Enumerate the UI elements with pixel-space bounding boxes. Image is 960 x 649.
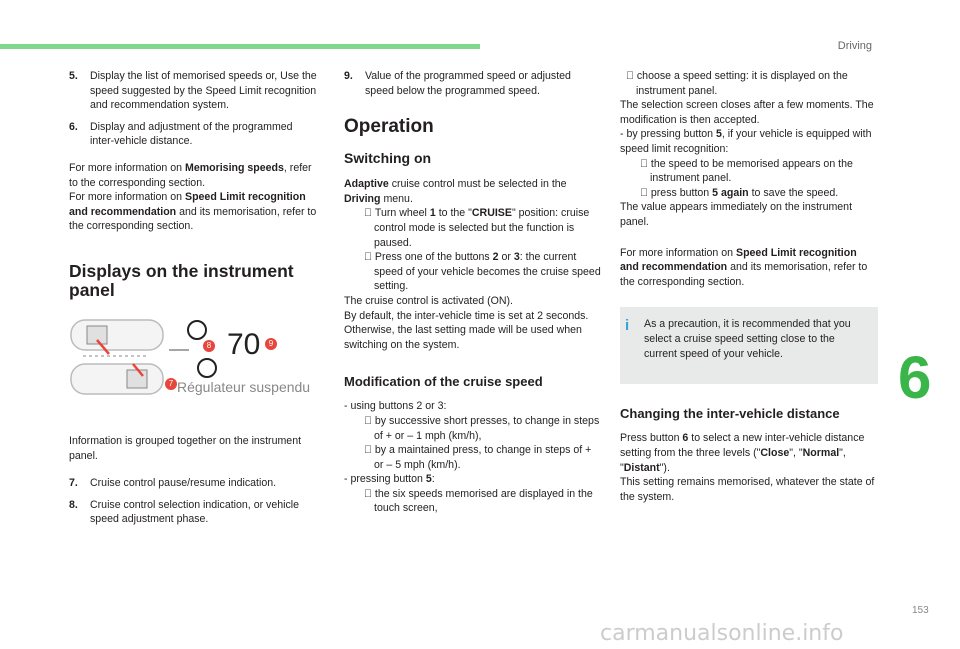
changing-text: Press button 6 to select a new inter-vehicle distance setting from the three levels ("Close", "Normal", "Distant"). This setting remains memorised, whatever the state of the system. [620, 432, 875, 503]
c3-line-4: the speed to be memorised appears on the instrument panel. [640, 157, 843, 185]
badge-9: 9 [265, 338, 277, 350]
heading-displays: Displays on the instrument panel [69, 260, 294, 300]
badge-8: 8 [203, 340, 215, 352]
section-title: Driving [837, 40, 872, 52]
column-3 [620, 69, 878, 504]
list-item-7: 7. Cruise control pause/resume indication. [69, 477, 277, 490]
c3-line-6: The value appears immediately on the instrument panel. [620, 201, 853, 228]
cruise-status-text: Régulateur suspendu [177, 378, 311, 395]
c3-line-5: press button 5 again to save the speed. [640, 186, 828, 199]
precaution-note [620, 307, 878, 384]
heading-switching-on: Switching on [344, 150, 432, 167]
info-icon: i [625, 317, 630, 335]
list-item-8: 8. Cruise control selection indication, or vehicle speed adjustment phase. [69, 498, 300, 526]
speed-value: 70 [227, 327, 261, 361]
heading-operation: Operation [344, 116, 434, 138]
more-info-memorising: For more information on Memorising speeds, refer to the corresponding section. For more information on Speed Limit recognition and recommendation and its memorisation, refer to the corresponding section. [69, 161, 317, 233]
heading-modification: Modification of the cruise speed [344, 374, 543, 390]
page-number: 153 [912, 605, 929, 616]
c3-line-2: The selection screen closes after a few moments. The modification is then accepted. [620, 99, 874, 126]
list-item-9: 9. Value of the programmed speed or adjusted speed below the programmed speed. [344, 70, 571, 97]
more-info-speed-limit: For more information on Speed Limit recognition and recommendation and its memorisation, refer to the corresponding section. [620, 246, 868, 288]
instrument-panel-figure [69, 316, 324, 406]
precaution-text: As a precaution, it is recommended that you select a cruise speed setting close to the current speed of your vehicle. [644, 318, 851, 360]
list-item-5: 5. Display the list of memorised speeds or, Use the speed suggested by the Speed Limit recognition and recommendation system. [69, 70, 317, 112]
c3-line-1: choose a speed setting: it is displayed on the instrument panel. [626, 70, 837, 97]
chapter-tab-number: 6 [898, 344, 932, 411]
c3-line-3: - by pressing button 5, if your vehicle is equipped with speed limit recognition: [620, 128, 872, 155]
column-1 [69, 69, 319, 534]
modification-text: - using buttons 2 or 3: by successive short presses, to change in steps of + or – 1 mph (km/h), by a maintained press, to change in steps of + or – 5 mph (km/h). - pressing button 5: the six speeds memorised are displayed in the touch screen, [344, 400, 602, 515]
heading-changing-distance: Changing the inter-vehicle distance [620, 406, 840, 422]
info-grouped: Information is grouped together on the instrument panel. [69, 434, 302, 462]
switching-text: Adaptive cruise control must be selected in the Driving menu. Turn wheel 1 to the "CRUISE" position: cruise control mode is selected but the function is paused. Press one of the buttons 2 or 3: the current speed of your vehicle becomes the cruise speed setting. The cruise control is activated (ON). By default, the inter-vehicle time is set at 2 seconds. Otherwise, the last setting made will be used when switching on the system. [344, 178, 598, 351]
list-item-6: 6. Display and adjustment of the programmed inter-vehicle distance. [69, 120, 293, 148]
watermark: carmanualsonline.info [600, 621, 844, 646]
badge-7: 7 [165, 378, 177, 390]
column-2 [344, 69, 602, 516]
header-accent-bar [0, 44, 480, 49]
